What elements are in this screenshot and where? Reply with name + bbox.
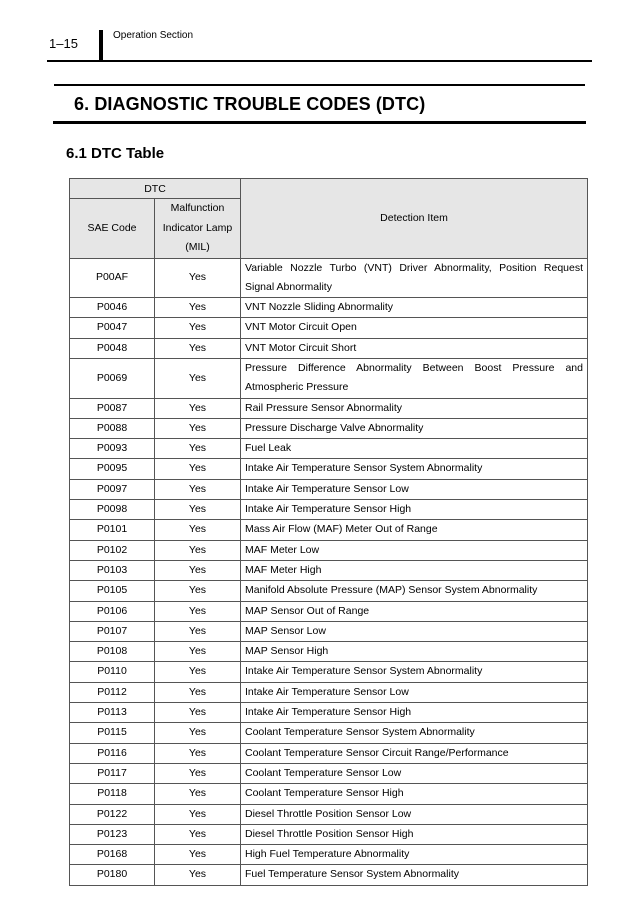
- mil-cell: Yes: [155, 479, 241, 499]
- dtc-table-body: [70, 258, 588, 885]
- table-row: [70, 479, 588, 499]
- detection-item-cell: Pressure Discharge Valve Abnormality: [241, 418, 588, 438]
- mil-cell: Yes: [155, 418, 241, 438]
- detection-item-cell: Manifold Absolute Pressure (MAP) Sensor System Abnormality: [241, 581, 588, 601]
- section-label: Operation Section: [113, 30, 194, 41]
- detection-item-cell: Diesel Throttle Position Sensor Low: [241, 804, 588, 824]
- table-row: [70, 723, 588, 743]
- sae-code-cell: P0118: [70, 784, 155, 804]
- detection-item-cell: Pressure Difference Abnormality Between Boost Pressure and Atmospheric Pressure: [241, 358, 588, 398]
- mil-cell: Yes: [155, 682, 241, 702]
- sae-code-cell: P0105: [70, 581, 155, 601]
- sae-code-cell: P0103: [70, 560, 155, 580]
- chapter-rule-bottom: [53, 121, 586, 124]
- sae-code-cell: P0047: [70, 318, 155, 338]
- detection-item-cell: MAP Sensor Out of Range: [241, 601, 588, 621]
- detection-item-header: Detection Item: [241, 179, 588, 259]
- sae-code-cell: P0093: [70, 439, 155, 459]
- mil-cell: Yes: [155, 845, 241, 865]
- sae-code-cell: P0097: [70, 479, 155, 499]
- table-row: [70, 763, 588, 783]
- table-row: [70, 784, 588, 804]
- sae-code-cell: P0046: [70, 298, 155, 318]
- mil-cell: Yes: [155, 298, 241, 318]
- table-row: [70, 520, 588, 540]
- sae-code-cell: P0069: [70, 358, 155, 398]
- dtc-table: [69, 178, 588, 886]
- mil-cell: Yes: [155, 763, 241, 783]
- detection-item-cell: Rail Pressure Sensor Abnormality: [241, 398, 588, 418]
- table-row: [70, 743, 588, 763]
- table-row: [70, 398, 588, 418]
- table-row: [70, 682, 588, 702]
- table-row: [70, 703, 588, 723]
- table-row: [70, 865, 588, 885]
- table-row: [70, 662, 588, 682]
- mil-cell: Yes: [155, 540, 241, 560]
- table-row: [70, 500, 588, 520]
- detection-item-cell: Coolant Temperature Sensor High: [241, 784, 588, 804]
- detection-item-cell: VNT Motor Circuit Open: [241, 318, 588, 338]
- subsection-title: 6.1 DTC Table: [66, 145, 165, 162]
- detection-item-cell: MAF Meter High: [241, 560, 588, 580]
- detection-item-cell: Coolant Temperature Sensor Low: [241, 763, 588, 783]
- detection-item-cell: Intake Air Temperature Sensor High: [241, 500, 588, 520]
- sae-code-cell: P0115: [70, 723, 155, 743]
- detection-item-cell: Variable Nozzle Turbo (VNT) Driver Abnormality, Position Request Signal Abnormality: [241, 258, 588, 298]
- header-rule: [47, 60, 592, 62]
- mil-header: Malfunction Indicator Lamp (MIL): [155, 199, 241, 259]
- table-row: [70, 845, 588, 865]
- detection-item-cell: Intake Air Temperature Sensor System Abnormality: [241, 459, 588, 479]
- mil-cell: Yes: [155, 338, 241, 358]
- detection-item-cell: MAF Meter Low: [241, 540, 588, 560]
- mil-cell: Yes: [155, 703, 241, 723]
- table-row: [70, 621, 588, 641]
- table-row: [70, 418, 588, 438]
- sae-code-cell: P0168: [70, 845, 155, 865]
- sae-code-cell: P00AF: [70, 258, 155, 298]
- detection-item-cell: Intake Air Temperature Sensor Low: [241, 682, 588, 702]
- detection-item-cell: Intake Air Temperature Sensor High: [241, 703, 588, 723]
- detection-item-cell: Diesel Throttle Position Sensor High: [241, 824, 588, 844]
- mil-cell: Yes: [155, 439, 241, 459]
- detection-item-cell: High Fuel Temperature Abnormality: [241, 845, 588, 865]
- sae-code-cell: P0087: [70, 398, 155, 418]
- table-row: [70, 560, 588, 580]
- table-row: [70, 459, 588, 479]
- table-row: [70, 258, 588, 298]
- table-row: [70, 540, 588, 560]
- sae-code-header: SAE Code: [70, 199, 155, 259]
- mil-cell: Yes: [155, 824, 241, 844]
- detection-item-cell: VNT Nozzle Sliding Abnormality: [241, 298, 588, 318]
- sae-code-cell: P0101: [70, 520, 155, 540]
- mil-cell: Yes: [155, 865, 241, 885]
- mil-cell: Yes: [155, 804, 241, 824]
- sae-code-cell: P0117: [70, 763, 155, 783]
- mil-cell: Yes: [155, 358, 241, 398]
- sae-code-cell: P0113: [70, 703, 155, 723]
- sae-code-cell: P0098: [70, 500, 155, 520]
- mil-cell: Yes: [155, 723, 241, 743]
- sae-code-cell: P0108: [70, 642, 155, 662]
- detection-item-cell: Coolant Temperature Sensor System Abnormality: [241, 723, 588, 743]
- mil-cell: Yes: [155, 601, 241, 621]
- table-row: [70, 318, 588, 338]
- mil-cell: Yes: [155, 581, 241, 601]
- mil-cell: Yes: [155, 560, 241, 580]
- sae-code-cell: P0088: [70, 418, 155, 438]
- sae-code-cell: P0180: [70, 865, 155, 885]
- detection-item-cell: Intake Air Temperature Sensor Low: [241, 479, 588, 499]
- mil-cell: Yes: [155, 459, 241, 479]
- table-row: [70, 439, 588, 459]
- sae-code-cell: P0112: [70, 682, 155, 702]
- sae-code-cell: P0116: [70, 743, 155, 763]
- detection-item-cell: MAP Sensor High: [241, 642, 588, 662]
- table-row: [70, 804, 588, 824]
- mil-cell: Yes: [155, 318, 241, 338]
- sae-code-cell: P0107: [70, 621, 155, 641]
- sae-code-cell: P0123: [70, 824, 155, 844]
- sae-code-cell: P0102: [70, 540, 155, 560]
- header-divider: [99, 30, 103, 61]
- mil-cell: Yes: [155, 398, 241, 418]
- detection-item-cell: Intake Air Temperature Sensor System Abnormality: [241, 662, 588, 682]
- mil-cell: Yes: [155, 784, 241, 804]
- detection-item-cell: Coolant Temperature Sensor Circuit Range/Performance: [241, 743, 588, 763]
- chapter-rule-top: [54, 84, 585, 86]
- chapter-title: 6. DIAGNOSTIC TROUBLE CODES (DTC): [74, 94, 426, 114]
- table-row: [70, 298, 588, 318]
- table-row: [70, 601, 588, 621]
- mil-cell: Yes: [155, 520, 241, 540]
- table-row: [70, 642, 588, 662]
- table-row: [70, 338, 588, 358]
- detection-item-cell: MAP Sensor Low: [241, 621, 588, 641]
- sae-code-cell: P0095: [70, 459, 155, 479]
- page-number: 1–15: [49, 36, 78, 51]
- mil-cell: Yes: [155, 743, 241, 763]
- detection-item-cell: VNT Motor Circuit Short: [241, 338, 588, 358]
- sae-code-cell: P0106: [70, 601, 155, 621]
- mil-cell: Yes: [155, 500, 241, 520]
- detection-item-cell: Fuel Leak: [241, 439, 588, 459]
- sae-code-cell: P0110: [70, 662, 155, 682]
- detection-item-cell: Mass Air Flow (MAF) Meter Out of Range: [241, 520, 588, 540]
- mil-cell: Yes: [155, 621, 241, 641]
- sae-code-cell: P0048: [70, 338, 155, 358]
- mil-cell: Yes: [155, 662, 241, 682]
- dtc-group-header: DTC: [70, 179, 241, 199]
- mil-cell: Yes: [155, 642, 241, 662]
- table-row: [70, 581, 588, 601]
- mil-cell: Yes: [155, 258, 241, 298]
- sae-code-cell: P0122: [70, 804, 155, 824]
- table-row: [70, 358, 588, 398]
- table-row: [70, 824, 588, 844]
- detection-item-cell: Fuel Temperature Sensor System Abnormality: [241, 865, 588, 885]
